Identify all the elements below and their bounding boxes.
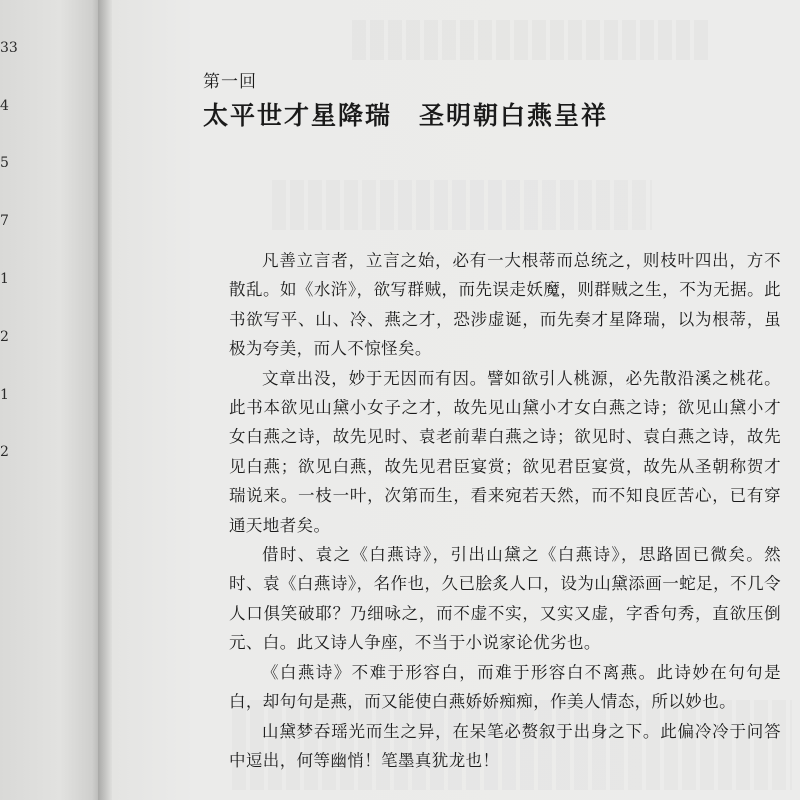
chapter-title: 太平世才星降瑞 圣明朝白燕呈祥 [203, 101, 609, 130]
left-page-fragment: 2 [0, 329, 9, 345]
commentary-paragraph: 文章出没，妙于无因而有因。譬如欲引人桃源，必先散沿溪之桃花。此书本欲见山黛小女子之才，故先见山黛小才女白燕之诗；欲见山黛小才女白燕之诗，故先见时、袁老前辈白燕之诗；欲见时、袁白燕之诗，故先见白燕；欲见白燕，故先见君臣宴赏；欲见君臣宴赏，故先从圣朝称贺才瑞说来。一枝一叶，次第而生，看来宛若天然，而不知良匠苦心，已有穿通天地者矣。 [229, 368, 781, 535]
left-page-fragment: 4 [0, 98, 9, 114]
commentary-paragraph: 借时、袁之《白燕诗》，引出山黛之《白燕诗》，思路固已微矣。然时、袁《白燕诗》，名作也，久已脍炙人口，设为山黛添画一蛇足，不几令人口俱笑破耶？乃细咏之，而不虚不实，又实又虚，字香句秀，直欲压倒元、白。此又诗人争座，不当于小说家论优劣也。 [229, 545, 781, 653]
left-facing-page [0, 0, 100, 800]
show-through-texture [272, 180, 652, 230]
commentary-paragraph: 凡善立言者，立言之始，必有一大根蒂而总统之，则枝叶四出，方不散乱。如《水浒》，欲写群贼，而先误走妖魔，则群贼之生，不为无据。此书欲写平、山、冷、燕之才，恐涉虚诞，而先奏才星降瑞，以为根蒂，虽极为夸美，而人不惊怪矣。 [229, 251, 781, 359]
show-through-texture [352, 20, 712, 60]
commentary-text [229, 246, 781, 775]
commentary-paragraph: 山黛梦吞瑶光而生之异，在呆笔必赘叙于出身之下。此偏冷冷于问答中逗出，何等幽悄！笔墨真犹龙也！ [229, 721, 781, 770]
commentary-paragraph: 《白燕诗》不难于形容白，而难于形容白不离燕。此诗妙在句句是白，却句句是燕，而又能使白燕娇娇痴痴，作美人情态，所以妙也。 [229, 662, 781, 712]
left-page-fragment: 33 [0, 40, 18, 56]
left-page-fragment: 1 [0, 271, 9, 287]
left-page-fragment: 5 [0, 155, 9, 171]
left-page-fragment: 2 [0, 444, 9, 460]
chapter-number: 第一回 [203, 72, 257, 92]
left-page-fragment: 7 [0, 213, 9, 229]
left-page-fragment: 1 [0, 387, 9, 403]
